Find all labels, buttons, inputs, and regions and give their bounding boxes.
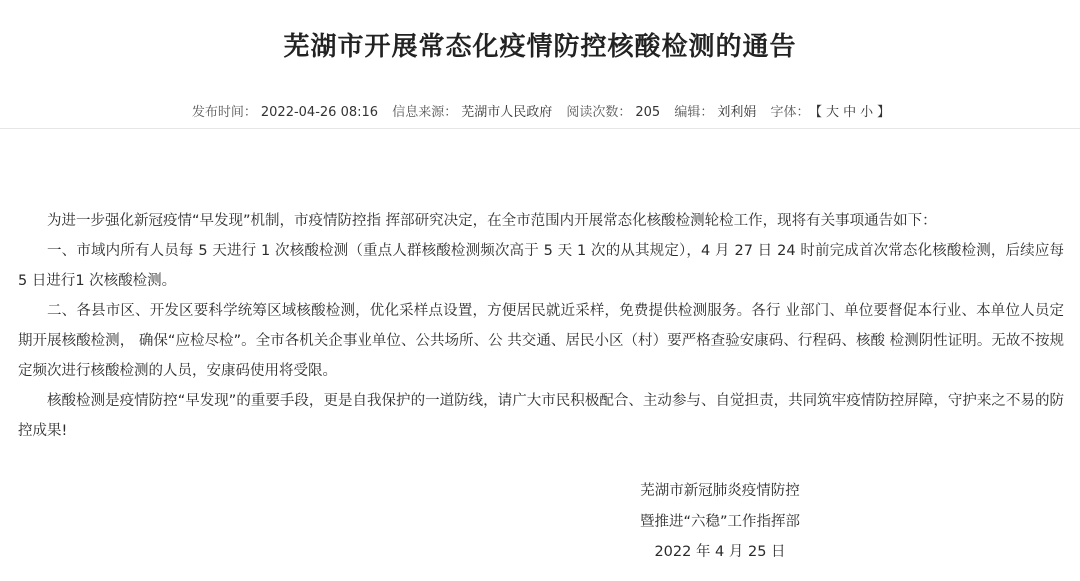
signature-org-line2: 暨推进“六稳”工作指挥部 bbox=[639, 514, 801, 530]
article-meta bbox=[0, 101, 1080, 120]
font-size-label: 字体： bbox=[770, 105, 810, 120]
font-bracket-open: 【 bbox=[815, 105, 823, 120]
editor-label: 编辑： bbox=[674, 105, 714, 120]
font-size-small-button[interactable]: 小 bbox=[860, 105, 874, 120]
paragraph-closing: 核酸检测是疫情防控“早发现”的重要手段，更是自我保护的一道防线，请广大市民积极配合、主动参与、自觉担责，共同筑牢疫情防控屏障，守护来之不易的防控成果! bbox=[18, 393, 1064, 439]
views-value: 205 bbox=[635, 105, 661, 120]
article-title: 芜湖市开展常态化疫情防控核酸检测的通告 bbox=[283, 32, 797, 62]
article-body bbox=[18, 206, 1064, 446]
signature-org-line1: 芜湖市新冠肺炎疫情防控 bbox=[640, 483, 800, 499]
font-bracket-close: 】 bbox=[877, 105, 891, 120]
paragraph-intro: 为进一步强化新冠疫情“早发现”机制，市疫情防控指 挥部研究决定，在全市范围内开展常态化核酸检测轮检工作，现将有关事项通告如下： bbox=[47, 213, 937, 229]
editor-value: 刘利娟 bbox=[717, 105, 757, 120]
font-size-large-button[interactable]: 大 bbox=[826, 105, 840, 120]
signature-date: 2022 年 4 月 25 日 bbox=[654, 544, 786, 560]
source-label: 信息来源： bbox=[392, 105, 458, 120]
views-label: 阅读次数： bbox=[566, 105, 632, 120]
meta-divider bbox=[0, 128, 1080, 129]
publish-time-value: 2022-04-26 08:16 bbox=[260, 105, 379, 120]
paragraph-item-2: 二、各县市区、开发区要科学统筹区域核酸检测，优化采样点设置，方便居民就近采样，免费提供检测服务。各行 业部门、单位要督促本行业、本单位人员定期开展核酸检测， 确保“应检尽检”。全市各机关企事业单位、公共场所、公 共交通、居民小区（村）要严格查验安康码、行程码、核酸 检测阴性证明。无故不按规定频次进行核酸检测的人员，安康码使用将受限。 bbox=[18, 303, 1064, 379]
publish-time-label: 发布时间： bbox=[191, 105, 257, 120]
source-value: 芜湖市人民政府 bbox=[461, 105, 553, 120]
font-size-medium-button[interactable]: 中 bbox=[843, 105, 857, 120]
paragraph-item-1: 一、市域内所有人员每 5 天进行 1 次核酸检测（重点人群核酸检测频次高于 5 天 1 次的从其规定），4 月 27 日 24 时前完成首次常态化核酸检测，后续应每 5 日进行1 次核酸检测。 bbox=[18, 243, 1064, 289]
